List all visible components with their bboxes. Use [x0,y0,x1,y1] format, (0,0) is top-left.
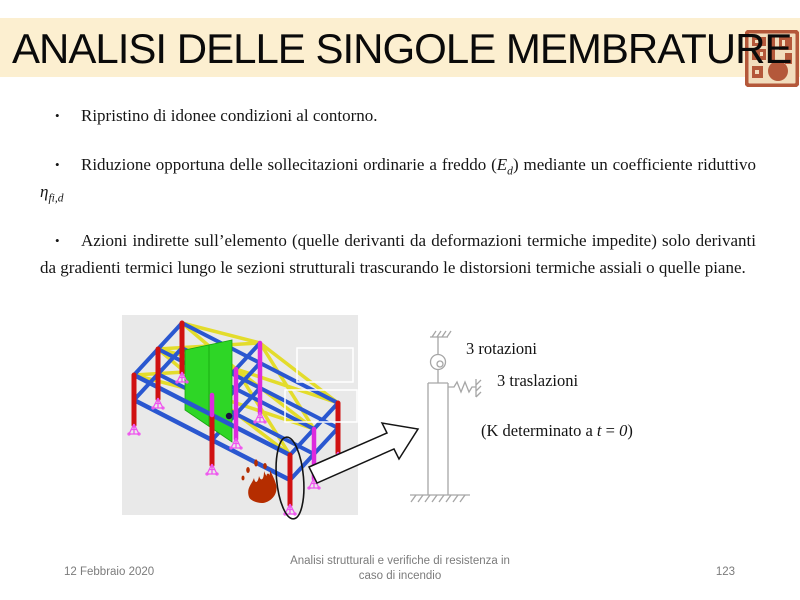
label-rotations: 3 rotazioni [466,339,538,358]
node-dot [226,413,232,419]
bullet-dot-icon: • [55,156,60,172]
bullet-dot-icon: • [55,232,60,248]
symbol-eta: η [40,182,49,202]
label-k-determined: (K determinato a t = 0) [481,421,633,440]
footer-title-line1: Analisi strutturali e verifiche di resistenza in [290,555,510,567]
bullet-text-3: Azioni indirette sull’elemento (quelle derivanti da deformazioni termiche impedite) solo derivanti da gradienti termici lungo le sezioni strutturali trascurando le distorsioni termiche assiali o quelle piane. [40,230,756,278]
bullet-text-1: Ripristino di idonee condizioni al contorno. [81,106,378,125]
slide-title: ANALISI DELLE SINGOLE MEMBRATURE [12,25,792,72]
bullet-list [40,102,756,303]
structure-figure [122,315,702,520]
footer-page-number: 123 [715,566,735,578]
footer-date: 12 Febbraio 2020 [64,566,155,578]
bullet-item-3 [40,227,756,282]
footer-title-line2: caso di incendio [358,570,442,582]
footer-title [250,554,550,584]
bullet-item-1 [40,102,756,130]
bullet-item-2: • Riduzione opportuna delle sollecitazioni ordinarie a freddo $(E_d)$ mediante un coefficiente riduttivo $\eta_{fi,d}$ [40,154,756,205]
bullet-dot-icon: • [55,108,60,123]
label-translations: 3 traslazioni [497,371,579,390]
symbol-Ed: E [496,154,508,174]
